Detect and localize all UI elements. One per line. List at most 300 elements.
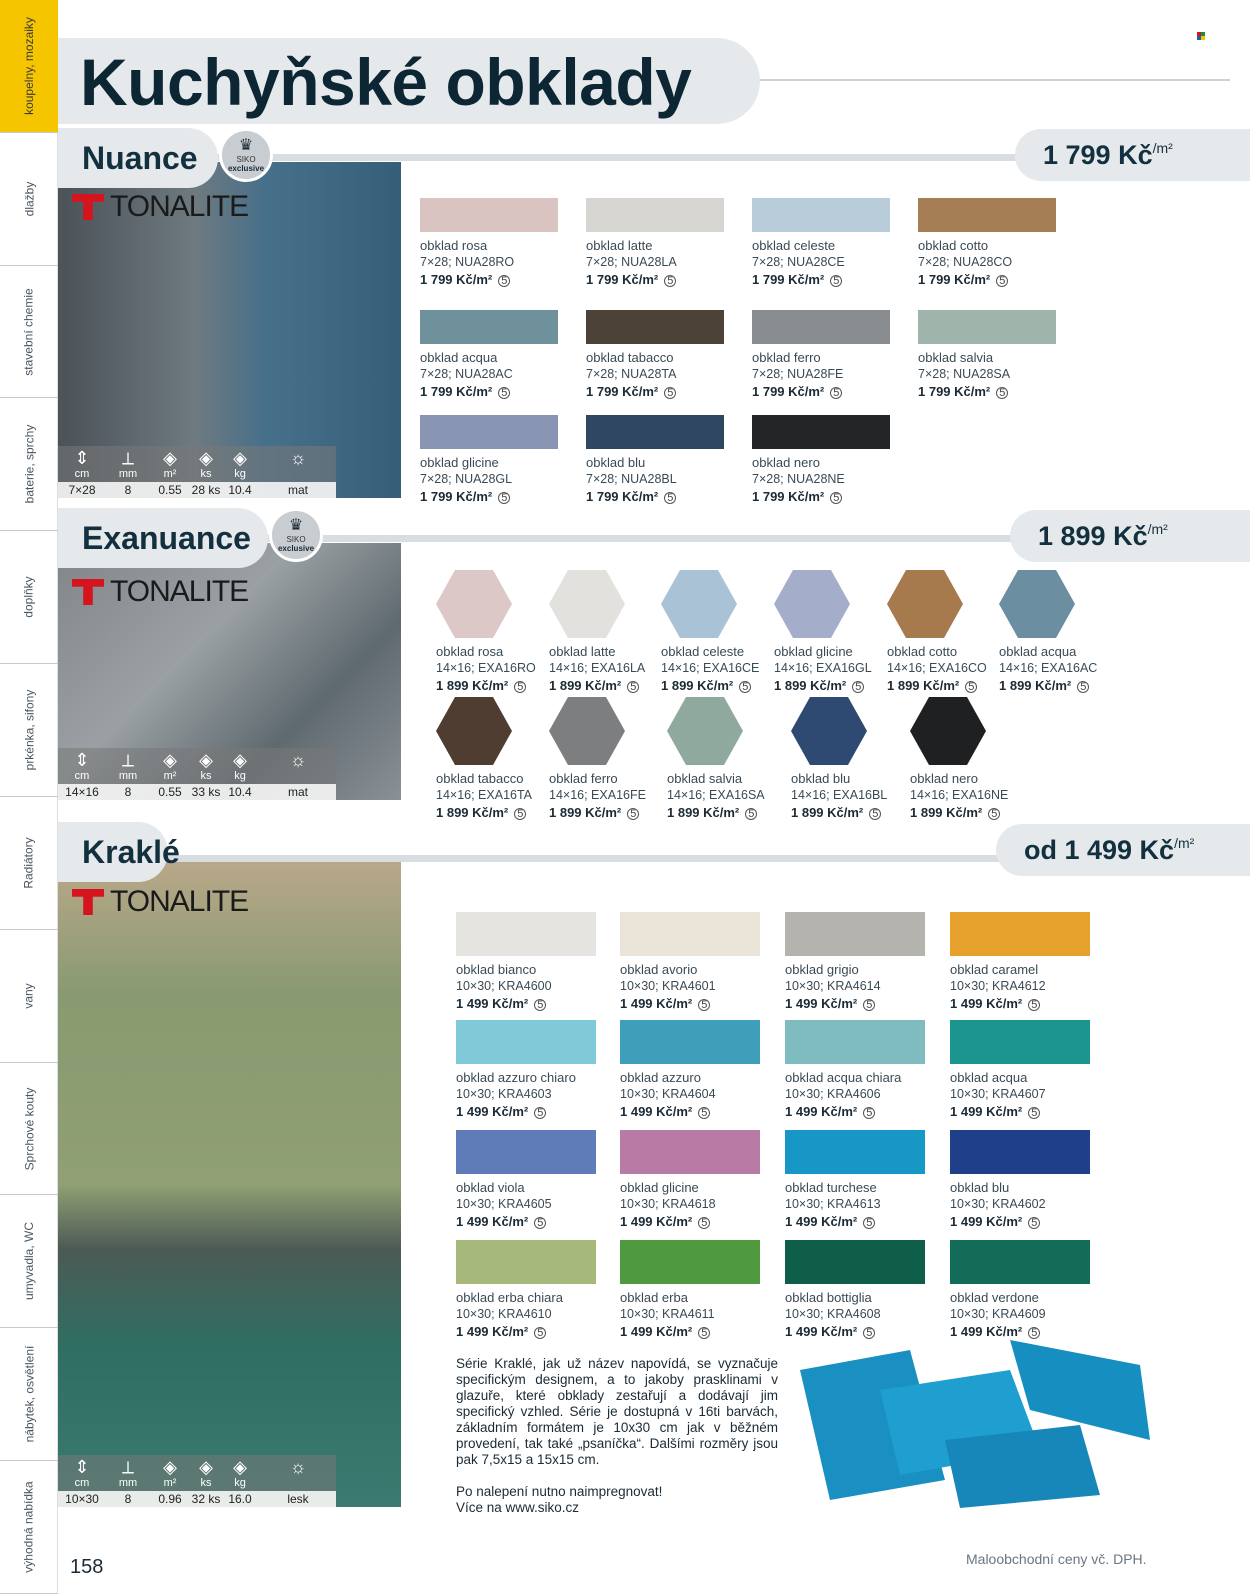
sidebar-item-8[interactable] bbox=[0, 1063, 58, 1196]
description-link[interactable]: Více na www.siko.cz bbox=[456, 1500, 580, 1515]
brand-logo bbox=[72, 190, 248, 224]
warranty-5-icon: 5 bbox=[664, 492, 676, 504]
warranty-5-icon: 5 bbox=[745, 808, 757, 820]
product-code: 14×16; EXA16NE bbox=[910, 788, 1009, 802]
spec-value-m2: 0.96 bbox=[158, 1492, 182, 1506]
warranty-5-icon: 5 bbox=[863, 1217, 875, 1229]
warranty-5-icon: 5 bbox=[627, 681, 639, 693]
product-price bbox=[950, 1104, 1040, 1119]
product-price-value: 1 499 Kč/m² bbox=[950, 996, 1023, 1011]
spec-value-cm: 10×30 bbox=[65, 1492, 99, 1506]
product-code: 10×30; KRA4601 bbox=[620, 979, 716, 993]
warranty-5-icon: 5 bbox=[534, 1217, 546, 1229]
pieces-icon: ◈ bbox=[199, 1457, 213, 1477]
dimensions-icon: ⇕ bbox=[74, 448, 90, 468]
area-icon: ◈ bbox=[163, 750, 177, 770]
tile-swatch[interactable] bbox=[549, 697, 625, 765]
price-value bbox=[1043, 140, 1173, 171]
product-price bbox=[586, 272, 676, 287]
section-photo-krakl bbox=[58, 862, 401, 1507]
warranty-5-icon: 5 bbox=[514, 808, 526, 820]
tile-swatch[interactable] bbox=[661, 570, 737, 638]
product-price-value: 1 499 Kč/m² bbox=[456, 996, 529, 1011]
product-code: 14×16; EXA16GL bbox=[774, 661, 872, 675]
warranty-5-icon: 5 bbox=[627, 808, 639, 820]
spec-value-ks: 33 ks bbox=[191, 785, 221, 799]
finish-icon: ☼ bbox=[289, 750, 307, 770]
product-code: 14×16; EXA16AC bbox=[999, 661, 1098, 675]
warranty-5-icon: 5 bbox=[534, 1107, 546, 1119]
product-name: obklad nero bbox=[752, 455, 820, 470]
product-name: obklad blu bbox=[791, 771, 851, 786]
thickness-icon: ⟂ bbox=[121, 448, 134, 468]
price-amount: 1 799 Kč bbox=[1043, 139, 1153, 170]
tile-swatch[interactable] bbox=[752, 198, 890, 232]
warranty-5-icon: 5 bbox=[739, 681, 751, 693]
warranty-5-icon: 5 bbox=[1028, 1327, 1040, 1339]
warranty-5-icon: 5 bbox=[534, 999, 546, 1011]
sidebar-item-5[interactable] bbox=[0, 664, 58, 797]
spec-value-finish: mat bbox=[287, 785, 308, 799]
product-name: obklad acqua chiara bbox=[785, 1070, 902, 1085]
tile-swatch[interactable] bbox=[436, 697, 512, 765]
product-name: obklad blu bbox=[586, 455, 646, 470]
product-price bbox=[549, 678, 639, 693]
product-price-value: 1 799 Kč/m² bbox=[420, 384, 493, 399]
product-name: obklad ferro bbox=[549, 771, 618, 786]
product-name: obklad tabacco bbox=[586, 350, 674, 365]
tile-swatch[interactable] bbox=[586, 198, 724, 232]
warranty-5-icon: 5 bbox=[869, 808, 881, 820]
spec-values bbox=[58, 482, 336, 498]
tonalite-logo-icon bbox=[72, 194, 104, 220]
warranty-5-icon: 5 bbox=[514, 681, 526, 693]
product-price bbox=[752, 489, 842, 504]
product-price bbox=[918, 384, 1008, 399]
sidebar-item-label: dlažby bbox=[22, 181, 36, 217]
product-code: 14×16; EXA16FE bbox=[549, 788, 646, 802]
product-code: 7×28; NUA28CE bbox=[752, 255, 845, 269]
area-icon: ◈ bbox=[163, 448, 177, 468]
spec-value-m2: 0.55 bbox=[158, 785, 182, 799]
sidebar-item-label: doplňky bbox=[22, 576, 36, 618]
product-price bbox=[456, 1214, 546, 1229]
product-name: obklad azzuro chiaro bbox=[456, 1070, 576, 1085]
product-price bbox=[887, 678, 977, 693]
tile-swatch[interactable] bbox=[785, 1020, 925, 1064]
spec-bar bbox=[58, 748, 336, 800]
warranty-5-icon: 5 bbox=[830, 387, 842, 399]
warranty-5-icon: 5 bbox=[1028, 1107, 1040, 1119]
product-price-value: 1 499 Kč/m² bbox=[456, 1214, 529, 1229]
warranty-5-icon: 5 bbox=[996, 387, 1008, 399]
product-code: 14×16; EXA16SA bbox=[667, 788, 765, 802]
product-code: 7×28; NUA28SA bbox=[918, 367, 1011, 381]
tile-swatch[interactable] bbox=[999, 570, 1075, 638]
sidebar-item-0[interactable] bbox=[0, 0, 58, 133]
warranty-5-icon: 5 bbox=[698, 1217, 710, 1229]
product-price bbox=[999, 678, 1089, 693]
product-name: obklad avorio bbox=[620, 962, 698, 977]
tile-swatch[interactable] bbox=[918, 198, 1056, 232]
product-code: 7×28; NUA28TA bbox=[586, 367, 677, 381]
product-price bbox=[667, 805, 757, 820]
spec-label: cm bbox=[74, 770, 90, 782]
product-code: 14×16; EXA16CE bbox=[661, 661, 760, 675]
product-name: obklad verdone bbox=[950, 1290, 1039, 1305]
product-code: 10×30; KRA4612 bbox=[950, 979, 1046, 993]
warranty-5-icon: 5 bbox=[996, 275, 1008, 287]
product-code: 7×28; NUA28FE bbox=[752, 367, 844, 381]
warranty-5-icon: 5 bbox=[863, 999, 875, 1011]
warranty-5-icon: 5 bbox=[863, 1107, 875, 1119]
spec-label: m² bbox=[163, 468, 177, 480]
tile-swatch[interactable] bbox=[586, 415, 724, 449]
sidebar-item-11[interactable] bbox=[0, 1461, 58, 1594]
product-price-value: 1 799 Kč/m² bbox=[752, 384, 825, 399]
spec-label: ks bbox=[200, 770, 212, 782]
spec-value-m2: 0.55 bbox=[158, 483, 182, 497]
spec-value-kg: 16.0 bbox=[228, 1492, 252, 1506]
spec-label: kg bbox=[234, 770, 246, 782]
sidebar-item-label: umyvadla, WC bbox=[22, 1222, 36, 1301]
warranty-5-icon: 5 bbox=[1028, 999, 1040, 1011]
product-code: 10×30; KRA4602 bbox=[950, 1197, 1046, 1211]
product-price bbox=[752, 384, 842, 399]
product-name: obklad salvia bbox=[667, 771, 743, 786]
sidebar-item-label: výhodná nabídka bbox=[22, 1481, 36, 1573]
product-code: 10×30; KRA4610 bbox=[456, 1307, 552, 1321]
section-price bbox=[1015, 129, 1250, 181]
warranty-5-icon: 5 bbox=[664, 387, 676, 399]
tile-swatch[interactable] bbox=[420, 198, 558, 232]
product-price bbox=[420, 489, 510, 504]
section-title-nuance bbox=[58, 128, 218, 188]
product-price-value: 1 799 Kč/m² bbox=[752, 489, 825, 504]
siko-exclusive-badge bbox=[219, 128, 273, 182]
spec-label: m² bbox=[163, 770, 177, 782]
footer-note: Maloobchodní ceny vč. DPH. bbox=[966, 1551, 1147, 1567]
spec-label: kg bbox=[234, 1477, 246, 1489]
spec-value-ks: 28 ks bbox=[191, 483, 221, 497]
sidebar-item-3[interactable] bbox=[0, 399, 58, 532]
sidebar-item-4[interactable] bbox=[0, 531, 58, 664]
warranty-5-icon: 5 bbox=[830, 275, 842, 287]
spec-value-cm: 7×28 bbox=[68, 483, 96, 497]
sidebar-item-2[interactable] bbox=[0, 266, 58, 399]
product-code: 10×30; KRA4606 bbox=[785, 1087, 881, 1101]
product-price-value: 1 799 Kč/m² bbox=[586, 489, 659, 504]
spec-label: cm bbox=[74, 468, 90, 480]
tile-swatch[interactable] bbox=[620, 912, 760, 956]
product-price-value: 1 799 Kč/m² bbox=[918, 384, 991, 399]
tile-swatch[interactable] bbox=[785, 1240, 925, 1284]
product-price bbox=[620, 1214, 710, 1229]
price-unit: /m² bbox=[1152, 139, 1173, 156]
product-price-value: 1 899 Kč/m² bbox=[436, 678, 509, 693]
product-price bbox=[785, 1214, 875, 1229]
tile-swatch[interactable] bbox=[456, 1130, 596, 1174]
warranty-5-icon: 5 bbox=[534, 1327, 546, 1339]
product-price bbox=[918, 272, 1008, 287]
warranty-5-icon: 5 bbox=[965, 681, 977, 693]
product-code: 14×16; EXA16BL bbox=[791, 788, 888, 802]
product-name: obklad erba bbox=[620, 1290, 688, 1305]
product-price-value: 1 499 Kč/m² bbox=[785, 1104, 858, 1119]
warranty-5-icon: 5 bbox=[664, 275, 676, 287]
tile-swatch[interactable] bbox=[620, 1130, 760, 1174]
warranty-5-icon: 5 bbox=[852, 681, 864, 693]
warranty-5-icon: 5 bbox=[698, 999, 710, 1011]
product-price-value: 1 499 Kč/m² bbox=[456, 1104, 529, 1119]
tile-swatch[interactable] bbox=[456, 1020, 596, 1064]
sidebar-item-label: vany bbox=[21, 983, 36, 1009]
thickness-icon: ⟂ bbox=[121, 1457, 134, 1477]
section-price bbox=[1010, 510, 1250, 562]
product-price bbox=[586, 489, 676, 504]
sidebar-item-6[interactable] bbox=[0, 797, 58, 930]
product-price-value: 1 899 Kč/m² bbox=[667, 805, 740, 820]
product-price bbox=[586, 384, 676, 399]
tile-swatch[interactable] bbox=[887, 570, 963, 638]
tile-swatch[interactable] bbox=[950, 1020, 1090, 1064]
product-price bbox=[785, 1104, 875, 1119]
product-name: obklad nero bbox=[910, 771, 978, 786]
description-warning: Po nalepení nutno naimpregnovat! bbox=[456, 1484, 663, 1499]
warranty-5-icon: 5 bbox=[988, 808, 1000, 820]
finish-icon: ☼ bbox=[289, 1457, 307, 1477]
product-code: 10×30; KRA4611 bbox=[620, 1307, 715, 1321]
sidebar bbox=[0, 0, 58, 1594]
product-name: obklad acqua bbox=[420, 350, 498, 365]
warranty-5-icon: 5 bbox=[498, 275, 510, 287]
sidebar-item-label: Radiátory bbox=[21, 837, 36, 889]
sidebar-item-label: prkénka, sifony bbox=[22, 689, 36, 771]
product-code: 7×28; NUA28CO bbox=[918, 255, 1013, 269]
product-price-value: 1 899 Kč/m² bbox=[999, 678, 1072, 693]
tile-swatch[interactable] bbox=[456, 912, 596, 956]
badge-line1: SIKO bbox=[236, 155, 256, 164]
warranty-5-icon: 5 bbox=[863, 1327, 875, 1339]
sidebar-item-label: baterie, sprchy bbox=[22, 425, 37, 504]
product-code: 10×30; KRA4607 bbox=[950, 1087, 1046, 1101]
corner-logo bbox=[1197, 32, 1205, 40]
spec-value-ks: 32 ks bbox=[191, 1492, 221, 1506]
tile-swatch[interactable] bbox=[910, 697, 986, 765]
product-price bbox=[456, 1324, 546, 1339]
product-name: obklad caramel bbox=[950, 962, 1039, 977]
product-code: 7×28; NUA28RO bbox=[420, 255, 515, 269]
warranty-5-icon: 5 bbox=[498, 387, 510, 399]
spec-value-finish: lesk bbox=[287, 1492, 309, 1506]
tile-swatch[interactable] bbox=[620, 1020, 760, 1064]
spec-label: m² bbox=[163, 1477, 177, 1489]
brand-logo bbox=[72, 575, 248, 609]
spec-label: kg bbox=[234, 468, 246, 480]
product-price-value: 1 499 Kč/m² bbox=[785, 1324, 858, 1339]
product-price bbox=[910, 805, 1000, 820]
product-code: 10×30; KRA4600 bbox=[456, 979, 552, 993]
section-title-krakl bbox=[58, 822, 180, 882]
price-value bbox=[1024, 835, 1194, 866]
tile-swatch[interactable] bbox=[620, 1240, 760, 1284]
area-icon: ◈ bbox=[163, 1457, 177, 1477]
product-price-value: 1 899 Kč/m² bbox=[791, 805, 864, 820]
dimensions-icon: ⇕ bbox=[74, 1457, 90, 1477]
product-price-value: 1 799 Kč/m² bbox=[586, 384, 659, 399]
brand-name: TONALITE bbox=[110, 575, 249, 608]
tile-swatch[interactable] bbox=[950, 912, 1090, 956]
sidebar-item-label: stavební chemie bbox=[22, 287, 37, 376]
section-price bbox=[996, 824, 1250, 876]
product-code: 10×30; KRA4605 bbox=[456, 1197, 552, 1211]
spec-value-mm: 8 bbox=[124, 785, 132, 799]
product-price-value: 1 899 Kč/m² bbox=[549, 805, 622, 820]
warranty-5-icon: 5 bbox=[698, 1327, 710, 1339]
badge-line2: exclusive bbox=[277, 544, 315, 553]
tile-swatch[interactable] bbox=[950, 1240, 1090, 1284]
product-code: 10×30; KRA4613 bbox=[785, 1197, 881, 1211]
product-price-value: 1 499 Kč/m² bbox=[950, 1104, 1023, 1119]
crown-icon: ♛ bbox=[288, 517, 304, 534]
product-name: obklad cotto bbox=[918, 238, 989, 253]
section-name: Exanuance bbox=[82, 519, 251, 556]
tile-swatch[interactable] bbox=[950, 1130, 1090, 1174]
product-name: obklad latte bbox=[549, 644, 616, 659]
tile-swatch[interactable] bbox=[420, 310, 558, 344]
product-name: obklad ferro bbox=[752, 350, 821, 365]
product-name: obklad acqua bbox=[950, 1070, 1028, 1085]
product-code: 10×30; KRA4603 bbox=[456, 1087, 552, 1101]
product-price-value: 1 899 Kč/m² bbox=[774, 678, 847, 693]
tonalite-logo-icon bbox=[72, 889, 104, 915]
warranty-5-icon: 5 bbox=[830, 492, 842, 504]
kraklé-tile-photo bbox=[780, 1330, 1155, 1510]
spec-value-kg: 10.4 bbox=[228, 483, 252, 497]
product-price-value: 1 799 Kč/m² bbox=[420, 489, 493, 504]
title-divider bbox=[760, 79, 1230, 81]
pieces-icon: ◈ bbox=[199, 448, 213, 468]
product-price-value: 1 899 Kč/m² bbox=[661, 678, 734, 693]
spec-label: ks bbox=[200, 1477, 212, 1489]
spec-label: cm bbox=[74, 1477, 90, 1489]
price-amount: od 1 499 Kč bbox=[1024, 834, 1175, 865]
sidebar-item-1[interactable] bbox=[0, 133, 58, 266]
product-name: obklad acqua bbox=[999, 644, 1077, 659]
product-price-value: 1 499 Kč/m² bbox=[620, 996, 693, 1011]
tile-swatch[interactable] bbox=[667, 697, 743, 765]
product-code: 7×28; NUA28GL bbox=[420, 472, 513, 486]
tile-swatch[interactable] bbox=[791, 697, 867, 765]
brand-logo bbox=[72, 885, 248, 919]
spec-value-mm: 8 bbox=[124, 483, 132, 497]
tile-swatch[interactable] bbox=[774, 570, 850, 638]
tile-swatch[interactable] bbox=[785, 912, 925, 956]
product-price bbox=[661, 678, 751, 693]
product-price-value: 1 499 Kč/m² bbox=[620, 1324, 693, 1339]
tile-swatch[interactable] bbox=[752, 415, 890, 449]
tile-swatch[interactable] bbox=[549, 570, 625, 638]
product-price-value: 1 799 Kč/m² bbox=[918, 272, 991, 287]
tile-swatch[interactable] bbox=[456, 1240, 596, 1284]
product-code: 10×30; KRA4614 bbox=[785, 979, 881, 993]
price-value bbox=[1038, 521, 1168, 552]
warranty-5-icon: 5 bbox=[1028, 1217, 1040, 1229]
product-code: 10×30; KRA4609 bbox=[950, 1307, 1046, 1321]
product-price-value: 1 899 Kč/m² bbox=[436, 805, 509, 820]
product-price-value: 1 799 Kč/m² bbox=[752, 272, 825, 287]
tile-swatch[interactable] bbox=[420, 415, 558, 449]
dimensions-icon: ⇕ bbox=[74, 750, 90, 770]
product-price bbox=[620, 1104, 710, 1119]
section-name: Kraklé bbox=[82, 833, 180, 870]
product-price bbox=[620, 1324, 710, 1339]
product-price bbox=[620, 996, 710, 1011]
product-price bbox=[774, 678, 864, 693]
sidebar-item-label: Sprchové kouty bbox=[22, 1087, 36, 1170]
weight-icon: ◈ bbox=[233, 448, 247, 468]
spec-label: mm bbox=[118, 1477, 138, 1489]
product-price-value: 1 899 Kč/m² bbox=[549, 678, 622, 693]
kraklé-description bbox=[456, 1356, 778, 1516]
product-price-value: 1 499 Kč/m² bbox=[620, 1214, 693, 1229]
product-name: obklad azzuro bbox=[620, 1070, 701, 1085]
product-price-value: 1 499 Kč/m² bbox=[620, 1104, 693, 1119]
product-code: 7×28; NUA28LA bbox=[586, 255, 677, 269]
crown-icon: ♛ bbox=[238, 137, 254, 154]
product-code: 10×30; KRA4604 bbox=[620, 1087, 716, 1101]
product-code: 14×16; EXA16RO bbox=[436, 661, 536, 675]
page-title: Kuchyňské obklady bbox=[80, 45, 692, 119]
product-price-value: 1 499 Kč/m² bbox=[950, 1324, 1023, 1339]
tile-swatch[interactable] bbox=[918, 310, 1056, 344]
product-price bbox=[420, 384, 510, 399]
spec-label: mm bbox=[118, 468, 138, 480]
product-price-value: 1 499 Kč/m² bbox=[456, 1324, 529, 1339]
product-price-value: 1 899 Kč/m² bbox=[887, 678, 960, 693]
product-price bbox=[950, 996, 1040, 1011]
product-price-value: 1 799 Kč/m² bbox=[586, 272, 659, 287]
product-price bbox=[456, 996, 546, 1011]
tile-swatch[interactable] bbox=[785, 1130, 925, 1174]
sidebar-item-7[interactable] bbox=[0, 930, 58, 1063]
product-name: obklad glicine bbox=[774, 644, 853, 659]
sidebar-item-10[interactable] bbox=[0, 1328, 58, 1461]
product-name: obklad rosa bbox=[436, 644, 504, 659]
product-price bbox=[436, 805, 526, 820]
spec-label: mm bbox=[118, 770, 138, 782]
spec-bar bbox=[58, 446, 336, 498]
section-name: Nuance bbox=[82, 139, 198, 176]
product-name: obklad tabacco bbox=[436, 771, 524, 786]
product-price bbox=[456, 1104, 546, 1119]
warranty-5-icon: 5 bbox=[498, 492, 510, 504]
spec-value-cm: 14×16 bbox=[65, 785, 99, 799]
product-name: obklad rosa bbox=[420, 238, 488, 253]
sidebar-item-9[interactable] bbox=[0, 1196, 58, 1329]
tile-swatch[interactable] bbox=[752, 310, 890, 344]
product-code: 7×28; NUA28AC bbox=[420, 367, 513, 381]
tile-swatch[interactable] bbox=[436, 570, 512, 638]
product-code: 14×16; EXA16TA bbox=[436, 788, 533, 802]
product-name: obklad blu bbox=[950, 1180, 1010, 1195]
siko-exclusive-badge bbox=[269, 508, 323, 562]
tile-swatch[interactable] bbox=[586, 310, 724, 344]
badge-line2: exclusive bbox=[227, 164, 265, 173]
product-name: obklad cotto bbox=[887, 644, 958, 659]
product-price bbox=[436, 678, 526, 693]
page-number: 158 bbox=[70, 1556, 104, 1578]
